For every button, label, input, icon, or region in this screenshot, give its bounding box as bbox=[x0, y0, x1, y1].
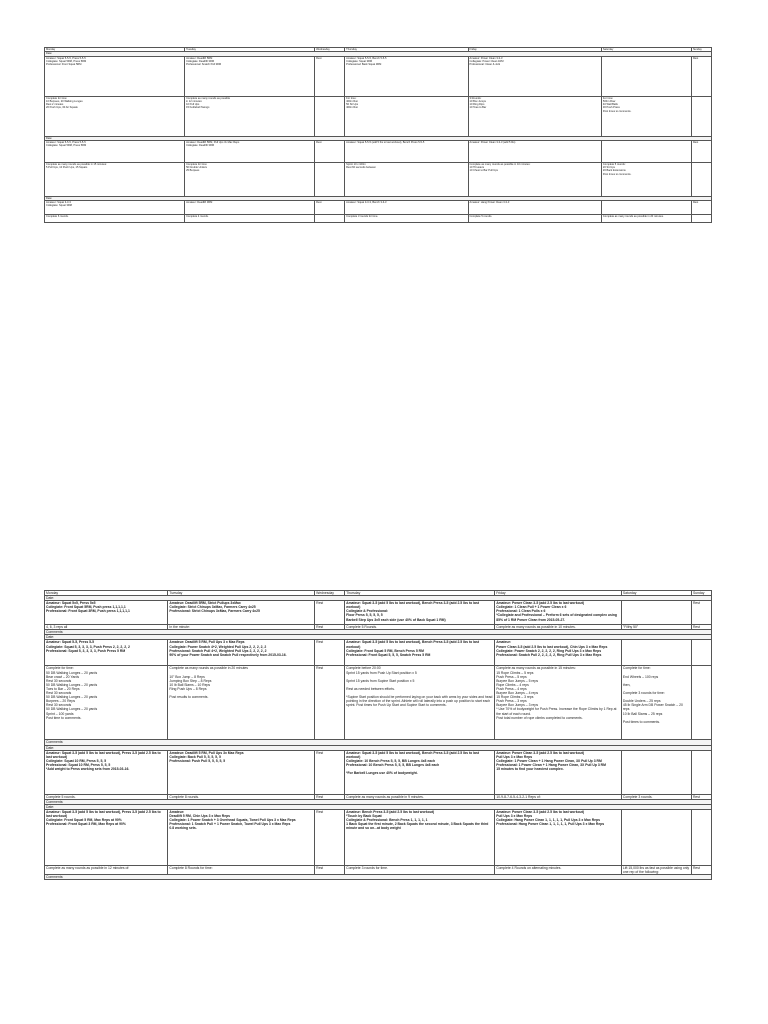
cell: Amateur: Power Clean 3-3-3 Collegiate: Power Clean 1RM Professional: Clean & Jerk bbox=[468, 56, 601, 96]
date-row: Date: bbox=[45, 745, 712, 750]
cell: Complete 5 rounds. bbox=[468, 215, 601, 223]
result-cell: Rest bbox=[315, 625, 345, 630]
cell: Complete 3 rounds for time. bbox=[345, 215, 468, 223]
day-header: Sunday bbox=[691, 48, 711, 52]
day-header: Monday bbox=[45, 591, 168, 596]
strength-cell bbox=[621, 640, 691, 666]
result-cell: Complete 5 rounds. bbox=[45, 794, 168, 799]
result-cell: Complete 5 Rounds. bbox=[345, 625, 495, 630]
cell: Rest bbox=[315, 140, 345, 162]
cell: 3 Rounds: 10 Box Jumps 10 Ring Dips 10 Toes to Bar bbox=[468, 96, 601, 136]
strength-cell: Amateur: Power Clean 3-5 (add 2.5 lbs to last workout) Pull Ups 3 x Max Reps Collegiate: Hang Power Clean 1, 1, 1, 1, 1, Pull Ups 3 x Max Reps Professional: Hang Power Clean 1, 1, 1, 1, 1, Pull Ups 3 x Max Reps bbox=[495, 809, 622, 865]
day-header: Sunday bbox=[691, 591, 711, 596]
result-cell: Complete as many rounds as possible in 12 minutes of: bbox=[45, 865, 168, 874]
cell bbox=[691, 162, 711, 196]
cell: Amateur: Squat 5-5-5, Bench 5-5-5 Collegiate: Squat 3RM Professional: Back Squat 3RM bbox=[345, 56, 468, 96]
cell: Complete as many rounds as possible in 15 minutes: 5 Pull Ups, 10 Push Ups, 15 Squats bbox=[45, 162, 185, 196]
cell: Amateur: Deadlift 5RM Collegiate: Deadlift 3RM Professional: Snatch Pull 3RM bbox=[185, 56, 315, 96]
result-cell: In the minute: bbox=[168, 625, 315, 630]
cell bbox=[601, 201, 691, 215]
result-cell: Rest bbox=[315, 865, 345, 874]
strength-cell bbox=[691, 809, 711, 865]
strength-cell bbox=[691, 640, 711, 666]
cell: Sprint 10 x 100m Rest 60 seconds between bbox=[345, 162, 468, 196]
day-header: Wednesday bbox=[315, 48, 345, 52]
result-cell: Rest bbox=[691, 865, 711, 874]
conditioning-cell: Complete as many rounds as possible in 15 minutes: 15 Rope Climbs – 5 reps Push Press – 5 reps Burpee Box Jumps – 5 reps Rope Climbs – 4 reps Push Press – 4 reps Burpee Box Jumps – 4 reps 15 Rope Climbs – 3 reps Push Press – 3 reps Burpee Box Jumps – 3 reps * Use 70% of bodyweight for Push Press. Increase the Rope Climbs by 1 Rep at the start of each round. Post total number of rope climbs completed to comments. bbox=[495, 666, 622, 740]
cell: For time: 400m Run 50 Sit Ups 400m Run bbox=[345, 96, 468, 136]
cell: Rest bbox=[691, 201, 711, 215]
cell: Complete for time: 10 Burpees, 20 Walking Lunges Rest 2 minutes 20 Push Ups, 30 Air Squats bbox=[45, 96, 185, 136]
cell: Complete as many rounds as possible in 12 minutes: 10 Pull Ups 15 Kettlebell Swings bbox=[185, 96, 315, 136]
strength-cell bbox=[691, 750, 711, 794]
strength-cell: Rest bbox=[315, 750, 345, 794]
bottom-schedule-table bbox=[44, 590, 712, 880]
cell: Amateur: Squat 5-5-5, Press 5-5-5 Collegiate: Squat 5RM, Press 5RM bbox=[45, 140, 185, 162]
strength-cell: Rest bbox=[315, 809, 345, 865]
cell: Rest bbox=[691, 56, 711, 96]
strength-cell: Amateur: Deadlift 5 RM, Pull Ups 3 x Max Reps Collegiate: Power Snatch 4+2, Weighted Pull Ups 2, 2, 2, 2, 2 Professional: Snatch Pull 4+2, Weighted Pull Ups 2, 2, 2, 2, 2 90% of your Power Snatch and Snatch Pull respectively from 2015-03-16. bbox=[168, 640, 315, 666]
result-cell: Rest bbox=[691, 794, 711, 799]
date-row: Date: bbox=[45, 596, 712, 601]
strength-cell: Amateur: Squat 3-5 (add 5 lbs to last workout), Press 3-5 (add 2.5 lbs to last workout) Collegiate: Squat 10 RM, Press 5, 5, 5 Professional: Squat 10 RM, Press 5, 5, 5 *Add weight to Press working sets from 2015-03-16. bbox=[45, 750, 168, 794]
cell: Complete as many rounds as possible in 20 minutes. bbox=[601, 215, 691, 223]
strength-cell: Amateur: Power Clean 3-5 (add 2.5 lbs to last workout) Collegiate: 1 Clean Pull + 1 Power Clean x 6 Professional: 1 Clean Pulls x 6 *Collegiate and Professional – Perform 6 sets of designated complex using 85% of 1 RM Power Clean from 2015-05-27. bbox=[495, 601, 622, 625]
strength-cell: Amateur: Bench Press 3-5 (add 2.5 lbs to last workout) *Touch by Back Squat Collegiate & Professional: Bench Press 1, 1, 1, 1, 1 1 Back Squat the first minute, 2 Back Squats the second minute, 3 Back Squats the third minute and so on...at body weight bbox=[345, 809, 495, 865]
result-cell: Lift 15,000 lbs as fast as possible using only one rep of the following: bbox=[621, 865, 691, 874]
date-row: Date: bbox=[45, 635, 712, 640]
strength-cell: Rest bbox=[691, 601, 711, 625]
cell bbox=[315, 162, 345, 196]
conditioning-cell: Complete before 20:00 Sprint 15 yards from Push Up Start position x 5 Sprint 15 yards from Supine Start position x 5 Rest as needed between efforts. *Supine Start position should be performed laying on your back with arms by your sides and head pointing in the direction of the sprint. Athlete will roll laterally into a push up position to start each sprint. Post times for Push Up Start and Supine Start to comments. bbox=[345, 666, 495, 740]
cell: Amateur: Squat 5-5-5 (add 5 lbs to last workout), Bench Press 5-5-5 bbox=[345, 140, 468, 162]
comments-row: Comments: bbox=[45, 875, 712, 880]
bottom-calendar-sheet bbox=[44, 590, 712, 880]
result-cell: 10-9-8-7-6-5-4-3-2-1 Reps of: bbox=[495, 794, 622, 799]
cell: Complete 5 rounds: 20 Sit Ups 20 Back Extensions Post times to comments. bbox=[601, 162, 691, 196]
day-header: Friday bbox=[468, 48, 601, 52]
result-cell: Complete 4 Rounds on alternating minutes. bbox=[495, 865, 622, 874]
date-row: Date: bbox=[45, 136, 712, 140]
strength-cell bbox=[621, 601, 691, 625]
cell: Complete as many rounds as possible in 10 minutes: 10 Thrusters 10 Chest to Bar Pull Ups bbox=[468, 162, 601, 196]
cell bbox=[601, 56, 691, 96]
day-header: Thursday bbox=[345, 591, 495, 596]
cell: Complete 6 rounds. bbox=[45, 215, 185, 223]
cell: Rest bbox=[691, 140, 711, 162]
cell bbox=[691, 215, 711, 223]
comments-row: Comments: bbox=[45, 740, 712, 745]
comments-row: Comments: bbox=[45, 630, 712, 635]
cell bbox=[601, 140, 691, 162]
conditioning-cell: Rest bbox=[315, 666, 345, 740]
strength-cell: Rest bbox=[315, 601, 345, 625]
strength-cell: Amateur: Power Clean 3-5 (add 2.5 lbs to last workout), Chin Ups 3 x Max Reps Collegiate: Power Snatch 2, 2, 2, 2, 2, Ring Pull Ups 3 x Max Reps Professional: Snatch Pull 2, 2, 2, 2, 2, Ring Pull Ups 3 x Max Reps bbox=[495, 640, 622, 666]
cell: Amateur: Deadlift 5RM, Pull Ups 3x Max Reps Collegiate: Deadlift 3RM bbox=[185, 140, 315, 162]
day-header: Thursday bbox=[345, 48, 468, 52]
cell: Amateur: Power Clean 3-3-3 (add 5 lbs) bbox=[468, 140, 601, 162]
conditioning-cell: Complete for time: End Wheels – 100 reps then, Complete 3 rounds for time: Double Unders – 25 reps 45 lb Single Arm DB Power Snatch – 20 reps 10 lb Ball Slams – 25 reps Post times to comments. bbox=[621, 666, 691, 740]
day-header: Saturday bbox=[621, 591, 691, 596]
comments-row: Comments: bbox=[45, 799, 712, 804]
cell bbox=[691, 96, 711, 136]
top-schedule-table bbox=[44, 47, 712, 223]
result-cell: Rest bbox=[691, 625, 711, 630]
cell: Amateur: Hang Power Clean 3-3-3 bbox=[468, 201, 601, 215]
strength-cell bbox=[621, 750, 691, 794]
result-cell: 4, 6, 3 reps all bbox=[45, 625, 168, 630]
cell: Rest bbox=[315, 56, 345, 96]
strength-cell: Amateur: Squat 5x5, Press 5x5 Collegiate: Front Squat 5RM, Push press 1,1,1,1,1 Professional: Front Squat 3RM, Push press 1,1,1,1,1 bbox=[45, 601, 168, 625]
result-cell: Complete 8 Rounds for time: bbox=[168, 865, 315, 874]
strength-cell bbox=[621, 809, 691, 865]
strength-cell: Amateur: Deadlift 5 RM, Chin Ups 3 x Max Reps Collegiate: 1 Power Snatch + 3 Overhead Squats, Towel Pull Ups 3 x Max Reps Professional: 1 Snatch Pull + 1 Power Snatch, Towel Pull Ups 3 x Max Reps 0.8 working sets. bbox=[168, 809, 315, 865]
cell: Complete for time: 50 Double Unders 25 Burpees bbox=[185, 162, 315, 196]
day-header: Tuesday bbox=[168, 591, 315, 596]
result-cell: Rest bbox=[315, 794, 345, 799]
conditioning-cell bbox=[691, 666, 711, 740]
date-row: Date: bbox=[45, 52, 712, 56]
cell: Complete 4 rounds. bbox=[185, 215, 315, 223]
strength-cell: Amateur: Squat 5-5, Press 5-5 Collegiate: Squat 5, 3, 3, 3, 3, Push Press 2, 2, 2, 2, 2 Professional: Squat 5, 3, 3, 3, 3, Push Press 5 RM bbox=[45, 640, 168, 666]
day-header: Friday bbox=[495, 591, 622, 596]
cell: For time: 500m Row 40 Wall Balls 30 Push Press Post times to comments. bbox=[601, 96, 691, 136]
cell: Rest bbox=[315, 201, 345, 215]
cell: Amateur: Squat 3-3-3, Bench 3-3-3 bbox=[345, 201, 468, 215]
date-row: Date: bbox=[45, 804, 712, 809]
result-cell: Complete 8 rounds. bbox=[168, 794, 315, 799]
cell bbox=[315, 215, 345, 223]
result-cell: Complete 3 rounds. bbox=[621, 794, 691, 799]
date-row: Date: bbox=[45, 196, 712, 200]
strength-cell: Amateur: Deadlift 5 RM, Pull Ups 3x Max Reps Collegiate: Back Pull 5, 5, 5, 5, 5 Professional: Push Pull 5, 5, 5, 5, 5 bbox=[168, 750, 315, 794]
strength-cell: Amateur: Squat 3-5 (add 5 lbs to last workout), Bench Press 3-5 (add 2.5 lbs to last workout) Collegiate: 10 Bench Press 5, 5, 5, BB Lunges 4x8 each Professional: 10 Bench Press 5, 5, 5, BB Lunges 4x8 each *For Barbell Lunges use 40% of bodyweight. bbox=[345, 750, 495, 794]
conditioning-cell: Complete as many rounds as possible in 20 minutes 10” Box Jump – 8 Reps Jumping Box Step – 8 Reps 10 lb Ball Slams – 10 Reps Ring Push Ups – 8 Reps Post results to comments. bbox=[168, 666, 315, 740]
strength-cell: Amateur: Squat 3-5 (add 5 lbs to last workout), Bench Press 3-5 (add 2.5 lbs to last workout) Collegiate: Front Squat 5 RM, Bench Press 5 RM Professional: Front Squat 5, 5, 5, Snatch Press 5 RM bbox=[345, 640, 495, 666]
strength-cell: Amateur: Power Clean 3-5 (add 2.5 lbs to last workout) Pull Ups 3 x Max Reps Collegiate: 1 Power Clean + 1 Hang Power Clean, 3X Pull Up 3 RM Professional: 1 Power Clean + 1 Hang Power Clean, 3X Pull Up 3 RM 15 minutes to find your heaviest complex. bbox=[495, 750, 622, 794]
day-header: Wednesday bbox=[315, 591, 345, 596]
result-cell: Complete 3 rounds for time. bbox=[345, 865, 495, 874]
day-header: Monday bbox=[45, 48, 185, 52]
strength-cell: Amateur: Deadlift 5RM, Strict Pullups 3xMax Collegiate: Strict Chinups 3xMax, Farmers Carry 4x25 Professional: Strict Chinups 3xMax, Farmers Carry 4x25 bbox=[168, 601, 315, 625]
strength-cell: Rest bbox=[315, 640, 345, 666]
result-cell: "Filthy 50" bbox=[621, 625, 691, 630]
cell bbox=[315, 96, 345, 136]
result-cell: Complete as many rounds as possible in 9 minutes. bbox=[345, 794, 495, 799]
day-header: Saturday bbox=[601, 48, 691, 52]
top-calendar-sheet bbox=[44, 47, 712, 223]
strength-cell: Amateur: Squat 3-5 (add 5 lbs to last workout), Bench Press 3-5 (add 2.5 lbs to last workout) Collegiate & Professional: Floor Press 5, 5, 5, 5, 5 Barbell Step Ups 3x5 each side (use 40% of Back Squat 1 RM) bbox=[345, 601, 495, 625]
strength-cell: Amateur: Squat 3-5 (add 5 lbs to last workout), Press 3-5 (add 2.5 lbs to last workout) Collegiate: Front Squat 5 RM, Max Reps at 90% Professional: Front Squat 3 RM, Max Reps at 90% bbox=[45, 809, 168, 865]
result-cell: Complete as many rounds as possible in 10 minutes. bbox=[495, 625, 622, 630]
conditioning-cell: Complete for time: 50 DB Walking Lunges – 20 yards Bear crawl – 20 Yards Rest 30 seconds 50 DB Walking Lunges – 20 yards Toes to Bar – 20 Reps Rest 30 seconds 50 DB Walking Lunges – 20 yards Burpees – 20 Reps Rest 30 seconds 50 DB Walking Lunges – 20 yards Sprint – 100 yards Post time to comments. bbox=[45, 666, 168, 740]
cell: Amateur: Squat 3-3-3 Collegiate: Squat 3RM bbox=[45, 201, 185, 215]
day-header: Tuesday bbox=[185, 48, 315, 52]
cell: Amateur: Squat 5-5-5, Press 5-5-5 Collegiate: Squat 5RM, Press 5RM Professional: Front Squat 5RM bbox=[45, 56, 185, 96]
cell: Amateur: Deadlift 3RM bbox=[185, 201, 315, 215]
